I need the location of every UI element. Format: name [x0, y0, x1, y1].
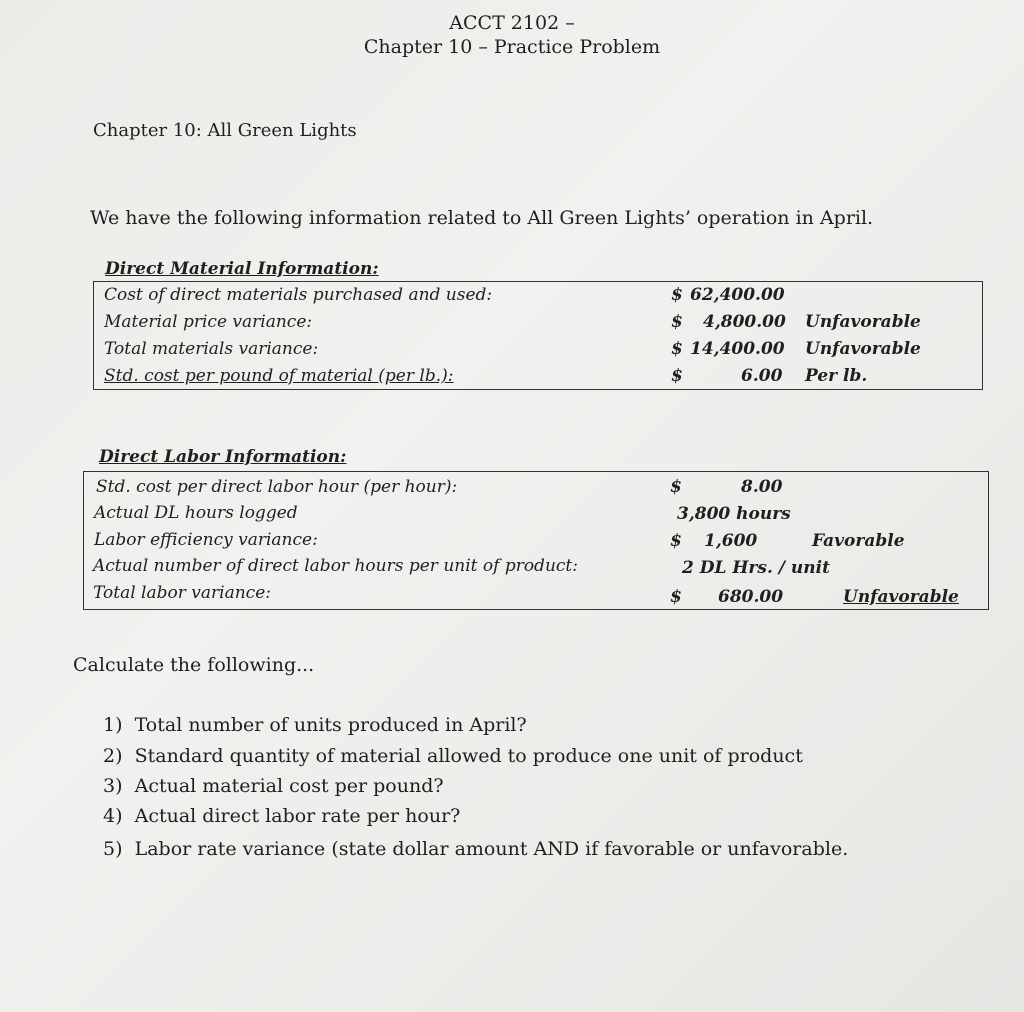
question-number: 5) — [103, 838, 123, 860]
labor-amount: 2 DL Hrs. / unit — [682, 558, 830, 578]
materials-amount: 4,800.00 — [703, 312, 786, 332]
materials-label: Std. cost per pound of material (per lb.): — [104, 366, 454, 386]
labor-label: Std. cost per direct labor hour (per hour): — [96, 477, 458, 497]
materials-label: Total materials variance: — [104, 339, 319, 359]
materials-amount: 14,400.00 — [690, 339, 785, 359]
question-number: 3) — [103, 775, 123, 797]
labor-amount: 680.00 — [718, 587, 784, 607]
variance-status: Unfavorable — [805, 312, 921, 332]
question-text: Actual material cost per pound? — [134, 775, 444, 797]
question-text: Actual direct labor rate per hour? — [134, 805, 461, 827]
currency-sign: $ — [671, 366, 683, 386]
labor-amount: 3,800 hours — [677, 504, 791, 524]
page-subtitle: Chapter 10 – Practice Problem — [363, 36, 661, 58]
question-text: Labor rate variance (state dollar amount AND if favorable or unfavorable. — [134, 838, 849, 860]
unit-note: Per lb. — [805, 366, 868, 386]
currency-sign: $ — [670, 477, 682, 497]
question-text: Total number of units produced in April? — [134, 714, 527, 736]
currency-sign: $ — [671, 312, 683, 332]
materials-label: Cost of direct materials purchased and used: — [104, 285, 493, 305]
currency-sign: $ — [670, 531, 682, 551]
currency-sign: $ — [670, 587, 682, 607]
calc-heading: Calculate the following... — [73, 654, 315, 676]
variance-status: Favorable — [812, 531, 905, 551]
materials-amount: 6.00 — [741, 366, 783, 386]
labor-heading: Direct Labor Information: — [99, 447, 347, 467]
intro-text: We have the following information related to All Green Lights’ operation in April. — [90, 207, 874, 229]
question-number: 4) — [103, 805, 123, 827]
labor-label: Labor efficiency variance: — [94, 530, 318, 550]
variance-status: Unfavorable — [805, 339, 921, 359]
question-item — [103, 745, 803, 767]
labor-amount: 1,600 — [704, 531, 758, 551]
question-item — [103, 838, 848, 860]
materials-amount: 62,400.00 — [690, 285, 785, 305]
materials-heading: Direct Material Information: — [105, 259, 379, 279]
question-text: Standard quantity of material allowed to produce one unit of product — [134, 745, 803, 767]
labor-amount: 8.00 — [741, 477, 783, 497]
labor-label: Actual DL hours logged — [94, 503, 298, 523]
materials-label: Material price variance: — [104, 312, 313, 332]
question-item — [103, 775, 444, 797]
course-code: ACCT 2102 – — [449, 12, 575, 34]
currency-sign: $ — [671, 339, 683, 359]
variance-status: Unfavorable — [843, 587, 959, 607]
chapter-title: Chapter 10: All Green Lights — [93, 120, 357, 141]
question-number: 2) — [103, 745, 123, 767]
question-number: 1) — [103, 714, 123, 736]
currency-sign: $ — [671, 285, 683, 305]
labor-label: Actual number of direct labor hours per unit of product: — [93, 556, 578, 576]
question-item — [103, 714, 527, 736]
labor-label: Total labor variance: — [93, 583, 271, 603]
question-item — [103, 805, 460, 827]
